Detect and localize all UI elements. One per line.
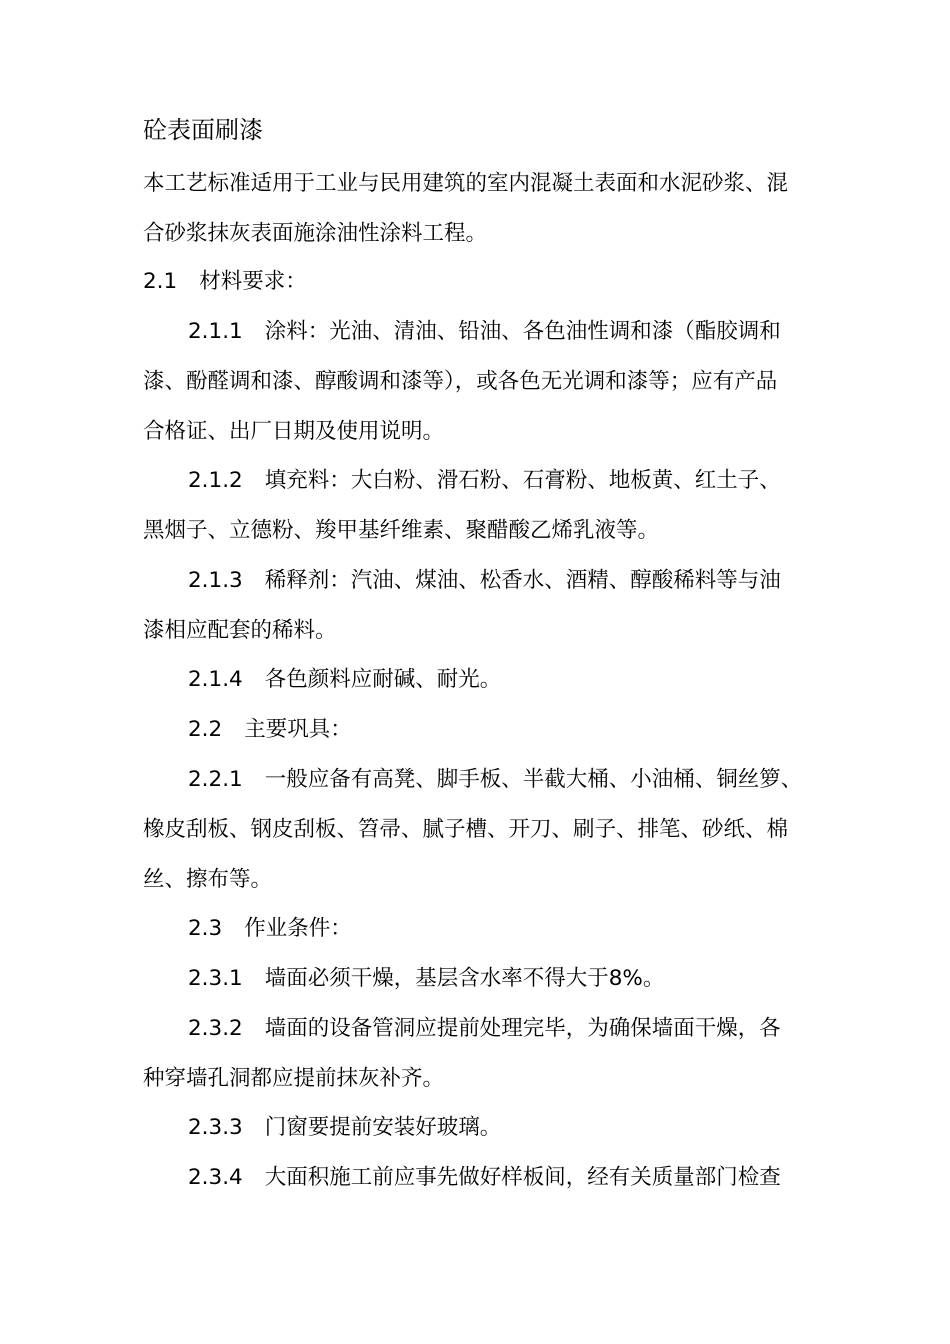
- body-line: [143, 416, 444, 448]
- body-line: [143, 168, 788, 200]
- line-text: 橡皮刮板、钢皮刮板、笤帚、腻子槽、开刀、刷子、排笔、砂纸、棉: [143, 817, 789, 842]
- line-text: 墙面的设备管洞应提前处理完毕，为确保墙面干燥，各: [264, 1016, 781, 1041]
- body-line: [143, 515, 659, 547]
- line-text: 漆相应配套的稀料。: [143, 618, 337, 643]
- line-text: 黑烟子、立德粉、羧甲基纤维素、聚醋酸乙烯乳液等。: [143, 518, 660, 543]
- line-text: 合格证、出厂日期及使用说明。: [143, 419, 445, 444]
- body-line: [143, 615, 337, 647]
- line-text: 本工艺标准适用于工业与民用建筑的室内混凝土表面和水泥砂浆、混: [143, 171, 789, 196]
- line-text: 大面积施工前应事先做好样板间，经有关质量部门检查: [264, 1165, 781, 1190]
- section-heading-text: 材料要求：: [199, 269, 307, 294]
- clause-line: [188, 1013, 781, 1045]
- section-heading-text: 作业条件：: [244, 916, 352, 941]
- line-text: 填充料：大白粉、滑石粉、石膏粉、地板黄、红土子、: [264, 468, 781, 493]
- clause-number: 2.1.3: [188, 568, 243, 593]
- body-line: [143, 218, 487, 250]
- clause-number: 2.3.2: [188, 1016, 243, 1041]
- line-text: 合砂浆抹灰表面施涂油性涂料工程。: [143, 221, 488, 246]
- section-heading-text: 主要巩具：: [244, 717, 352, 742]
- body-line: [143, 814, 788, 846]
- line-text: 各色颜料应耐碱、耐光。: [264, 667, 502, 692]
- line-text: 稀释剂：汽油、煤油、松香水、酒精、醇酸稀料等与油: [264, 568, 781, 593]
- line-text: 墙面必须干燥，基层含水率不得大于8%。: [264, 966, 665, 991]
- section-heading: [188, 714, 352, 746]
- clause-number: 2.1.2: [188, 468, 243, 493]
- body-line: [143, 366, 777, 398]
- line-text: 一般应备有高凳、脚手板、半截大桶、小油桶、铜丝箩、: [264, 767, 803, 792]
- body-line: [143, 1063, 444, 1095]
- line-text: 种穿墙孔洞都应提前抹灰补齐。: [143, 1066, 445, 1091]
- clause-number: 2.3.4: [188, 1165, 243, 1190]
- section-number: 2.1: [143, 269, 178, 294]
- clause-number: 2.2.1: [188, 767, 243, 792]
- section-number: 2.3: [188, 916, 223, 941]
- line-text: 涂料：光油、清油、铅油、各色油性调和漆（酯胶调和: [264, 319, 781, 344]
- clause-number: 2.3.1: [188, 966, 243, 991]
- line-text: 丝、擦布等。: [143, 867, 273, 892]
- document-title: 砼表面刷漆: [143, 116, 263, 144]
- clause-line: [188, 565, 781, 597]
- clause-line: [188, 963, 664, 995]
- clause-number: 2.3.3: [188, 1115, 243, 1140]
- clause-number: 2.1.4: [188, 667, 243, 692]
- clause-line: [188, 316, 781, 348]
- section-heading: [188, 913, 352, 945]
- body-line: [143, 864, 272, 896]
- line-text: 门窗要提前安装好玻璃。: [264, 1115, 502, 1140]
- clause-line: [188, 465, 781, 497]
- clause-line: [188, 1162, 781, 1194]
- section-heading: [143, 266, 307, 298]
- clause-line: [188, 664, 501, 696]
- clause-line: [188, 764, 802, 796]
- clause-line: [188, 1112, 501, 1144]
- section-number: 2.2: [188, 717, 223, 742]
- clause-number: 2.1.1: [188, 319, 243, 344]
- line-text: 漆、酚醛调和漆、醇酸调和漆等），或各色无光调和漆等；应有产品: [143, 369, 778, 394]
